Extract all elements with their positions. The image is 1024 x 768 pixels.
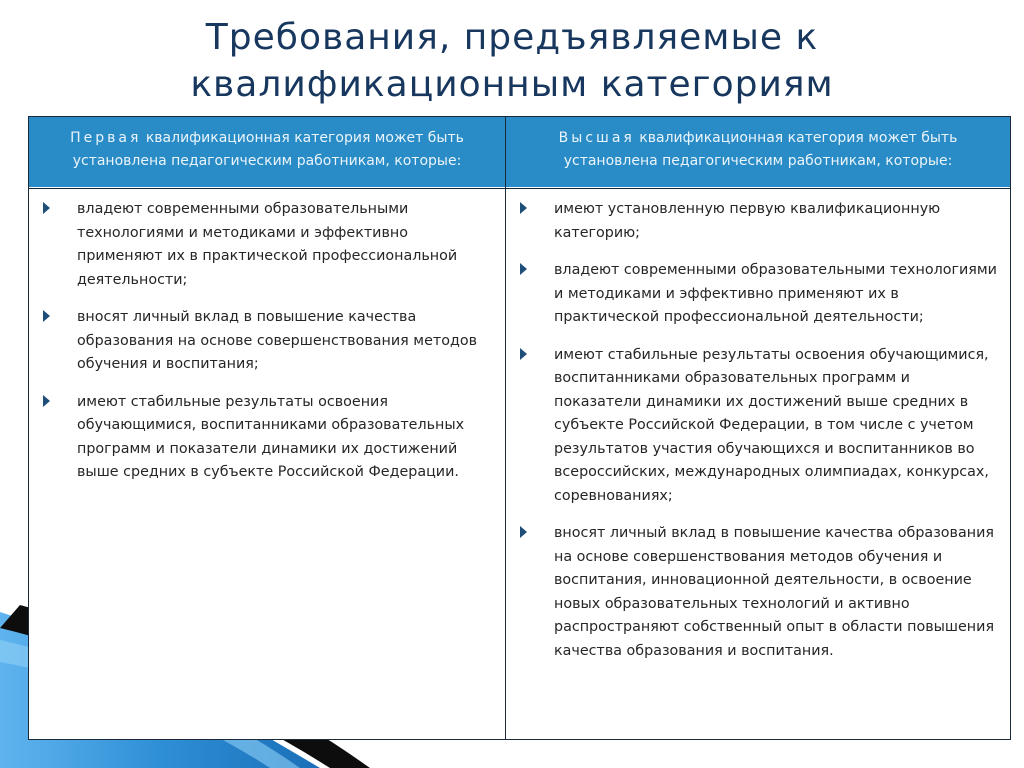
- list-item: [516, 344, 1001, 509]
- requirements-table: [28, 116, 1011, 740]
- triangle-right-bullet-icon: [518, 525, 530, 539]
- list-item: [516, 259, 1001, 330]
- header-first-category-text: квалификационная категория может быть установлена педагогическим работникам, которые:: [72, 130, 464, 169]
- table-column-divider: [505, 117, 506, 739]
- header-first-category-word: Первая: [70, 130, 142, 146]
- list-item-text: вносят личный вклад в повышение качества образования на основе совершенствования методов обучения и воспитания;: [77, 309, 478, 372]
- title-line-1: Требования, предъявляемые к: [205, 17, 819, 58]
- list-item: [39, 198, 489, 292]
- list-item-text: владеют современными образовательными технологиями и методиками и эффективно применяют их в практической профессиональной деятельности;: [77, 201, 458, 288]
- triangle-right-bullet-icon: [41, 394, 53, 408]
- highest-category-list: [516, 198, 1001, 677]
- list-item: [39, 391, 489, 485]
- triangle-right-bullet-icon: [518, 347, 530, 361]
- list-item: [516, 198, 1001, 245]
- list-item: [39, 306, 489, 377]
- list-item-text: имеют установленную первую квалификационную категорию;: [554, 201, 941, 241]
- triangle-right-bullet-icon: [518, 201, 530, 215]
- triangle-right-bullet-icon: [41, 309, 53, 323]
- header-first-category: [29, 117, 505, 188]
- list-item: [516, 522, 1001, 663]
- triangle-right-bullet-icon: [518, 262, 530, 276]
- list-item-text: имеют стабильные результаты освоения обучающимися, воспитанниками образовательных программ и показатели динамики их достижений выше средних в субъекте Российской Федерации.: [77, 393, 465, 480]
- page-title: [0, 14, 1024, 108]
- list-item-text: имеют стабильные результаты освоения обучающимися, воспитанниками образовательных программ и показатели динамики их достижений выше средних в субъекте Российской Федерации, в том числе с учетом результатов участия обучающихся и воспитанников во всероссийских, международных олимпиадах, конкурсах, соревнованиях;: [554, 346, 989, 504]
- header-highest-category-text: квалификационная категория может быть установлена педагогическим работникам, которые:: [563, 130, 958, 169]
- table-row-divider: [29, 188, 1010, 189]
- header-highest-category: [506, 117, 1010, 188]
- list-item-text: владеют современными образовательными технологиями и методиками и эффективно применяют их в практической профессиональной деятельности;: [554, 262, 997, 325]
- triangle-right-bullet-icon: [41, 201, 53, 215]
- header-highest-category-word: Высшая: [558, 130, 635, 146]
- first-category-list: [39, 198, 489, 499]
- title-line-2: квалификационным категориям: [190, 64, 834, 105]
- list-item-text: вносят личный вклад в повышение качества образования на основе совершенствования методов обучения и воспитания, инновационной деятельности, в освоение новых образовательных технологий и активно распространяют собственный опыт в области повышения качества образования и воспитания.: [554, 525, 995, 659]
